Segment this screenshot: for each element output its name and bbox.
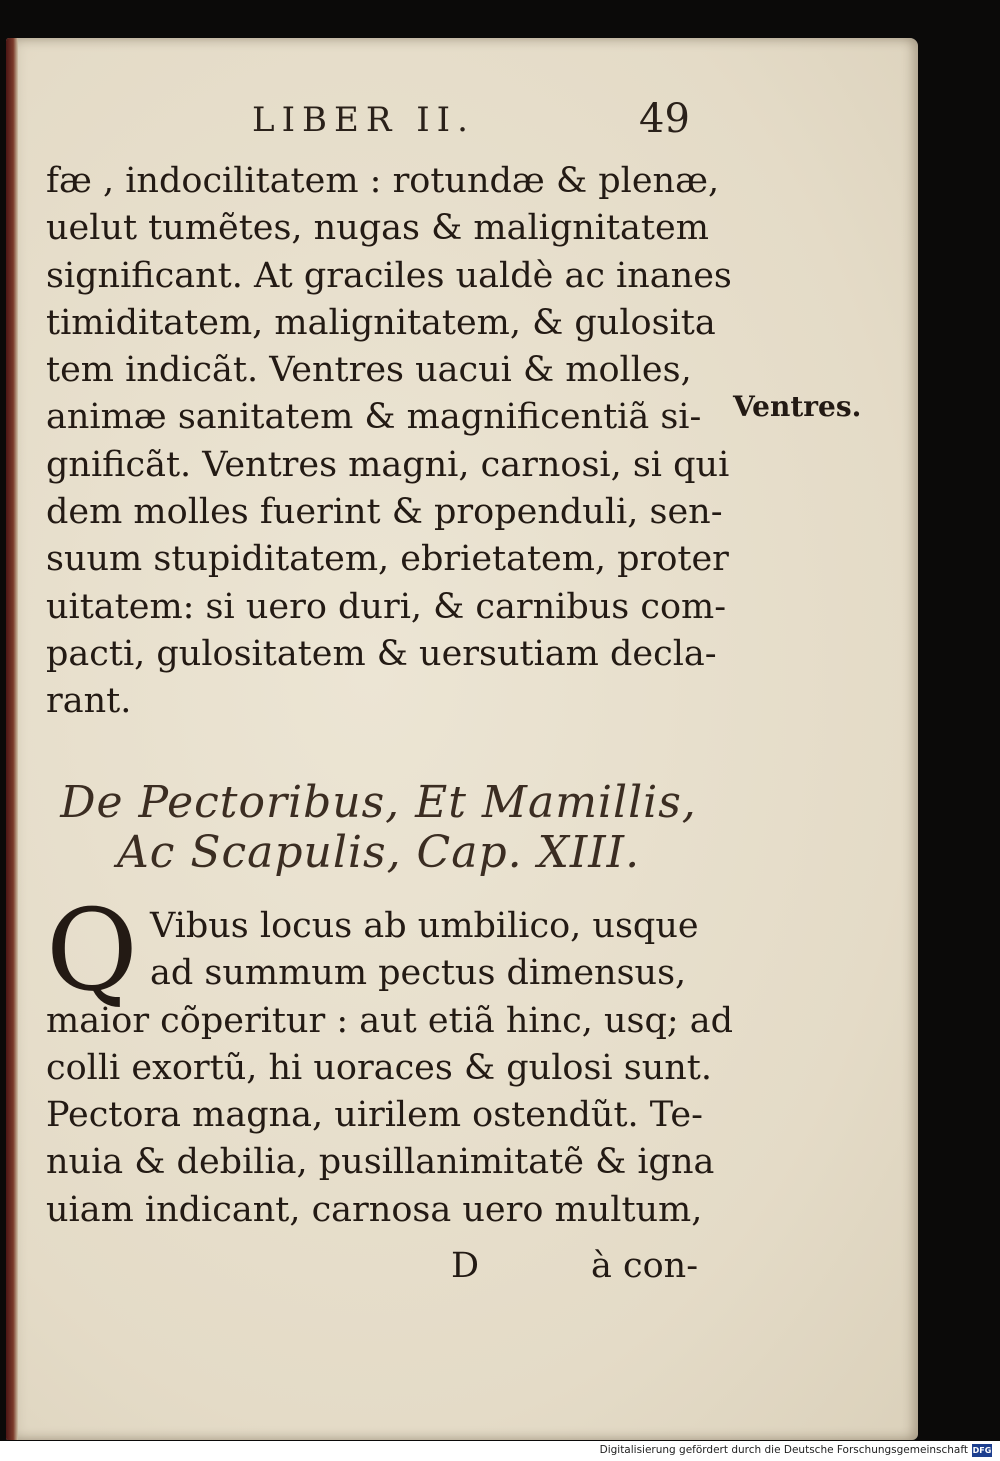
catchword: à con- — [591, 1246, 699, 1286]
text-line: nuia & debilia, pusillanimitatẽ & igna — [46, 1142, 715, 1183]
signature-mark: D — [451, 1246, 480, 1286]
text-line: significant. At graciles ualdè ac inanes — [46, 255, 732, 296]
text-line: maior cõperitur : aut etiã hinc, usq; ad — [46, 1000, 734, 1041]
text-line: uiam indicant, carnosa uero multum, — [46, 1189, 703, 1230]
running-head: LIBER II. — [252, 100, 475, 140]
funding-credit: Digitalisierung gefördert durch die Deutsche Forschungsgemeinschaft — [599, 1444, 968, 1456]
chapter-text — [46, 886, 734, 1234]
page-footer — [46, 1246, 706, 1294]
chapter-heading — [46, 778, 711, 878]
body-text — [46, 158, 732, 726]
text-line: uitatem: si uero duri, & carnibus com- — [46, 586, 727, 627]
text-line: Vibus locus ab umbilico, usque — [150, 906, 699, 946]
text-line: colli exortũ, hi uoraces & gulosi sunt. — [46, 1047, 712, 1088]
text-line: gnificãt. Ventres magni, carnosi, si qui — [46, 444, 730, 485]
text-line: ad summum pectus dimensus, — [150, 953, 687, 994]
text-line: animæ sanitatem & magnificentiã si- — [46, 397, 702, 438]
text-line: pacti, gulositatem & uersutiam decla- — [46, 633, 717, 674]
page-header — [6, 96, 918, 150]
dfg-logo: DFG — [972, 1446, 992, 1455]
drop-cap: Q — [46, 886, 138, 1016]
text-line: tem indicãt. Ventres uacui & molles, — [46, 350, 692, 391]
book-page — [6, 38, 918, 1440]
page-number: 49 — [639, 96, 690, 142]
credit-bar — [0, 1441, 1000, 1461]
text-line: Pectora magna, uirilem ostendũt. Te- — [46, 1095, 703, 1136]
text-line: fæ , indocilitatem : rotundæ & plenæ, — [46, 161, 720, 201]
text-line: timiditatem, malignitatem, & gulosita — [46, 302, 716, 343]
text-line: rant. — [46, 681, 132, 722]
text-line: dem molles fuerint & propenduli, sen- — [46, 492, 723, 533]
text-line: uelut tumẽtes, nugas & malignitatem — [46, 208, 709, 249]
chapter-heading-line: De Pectoribus, Et Mamillis, — [60, 777, 697, 828]
chapter-heading-line: Ac Scapulis, Cap. XIII. — [116, 827, 641, 878]
binding-edge — [6, 38, 18, 1440]
marginal-note: Ventres. — [733, 390, 862, 423]
text-line: suum stupiditatem, ebrietatem, proter — [46, 539, 729, 580]
